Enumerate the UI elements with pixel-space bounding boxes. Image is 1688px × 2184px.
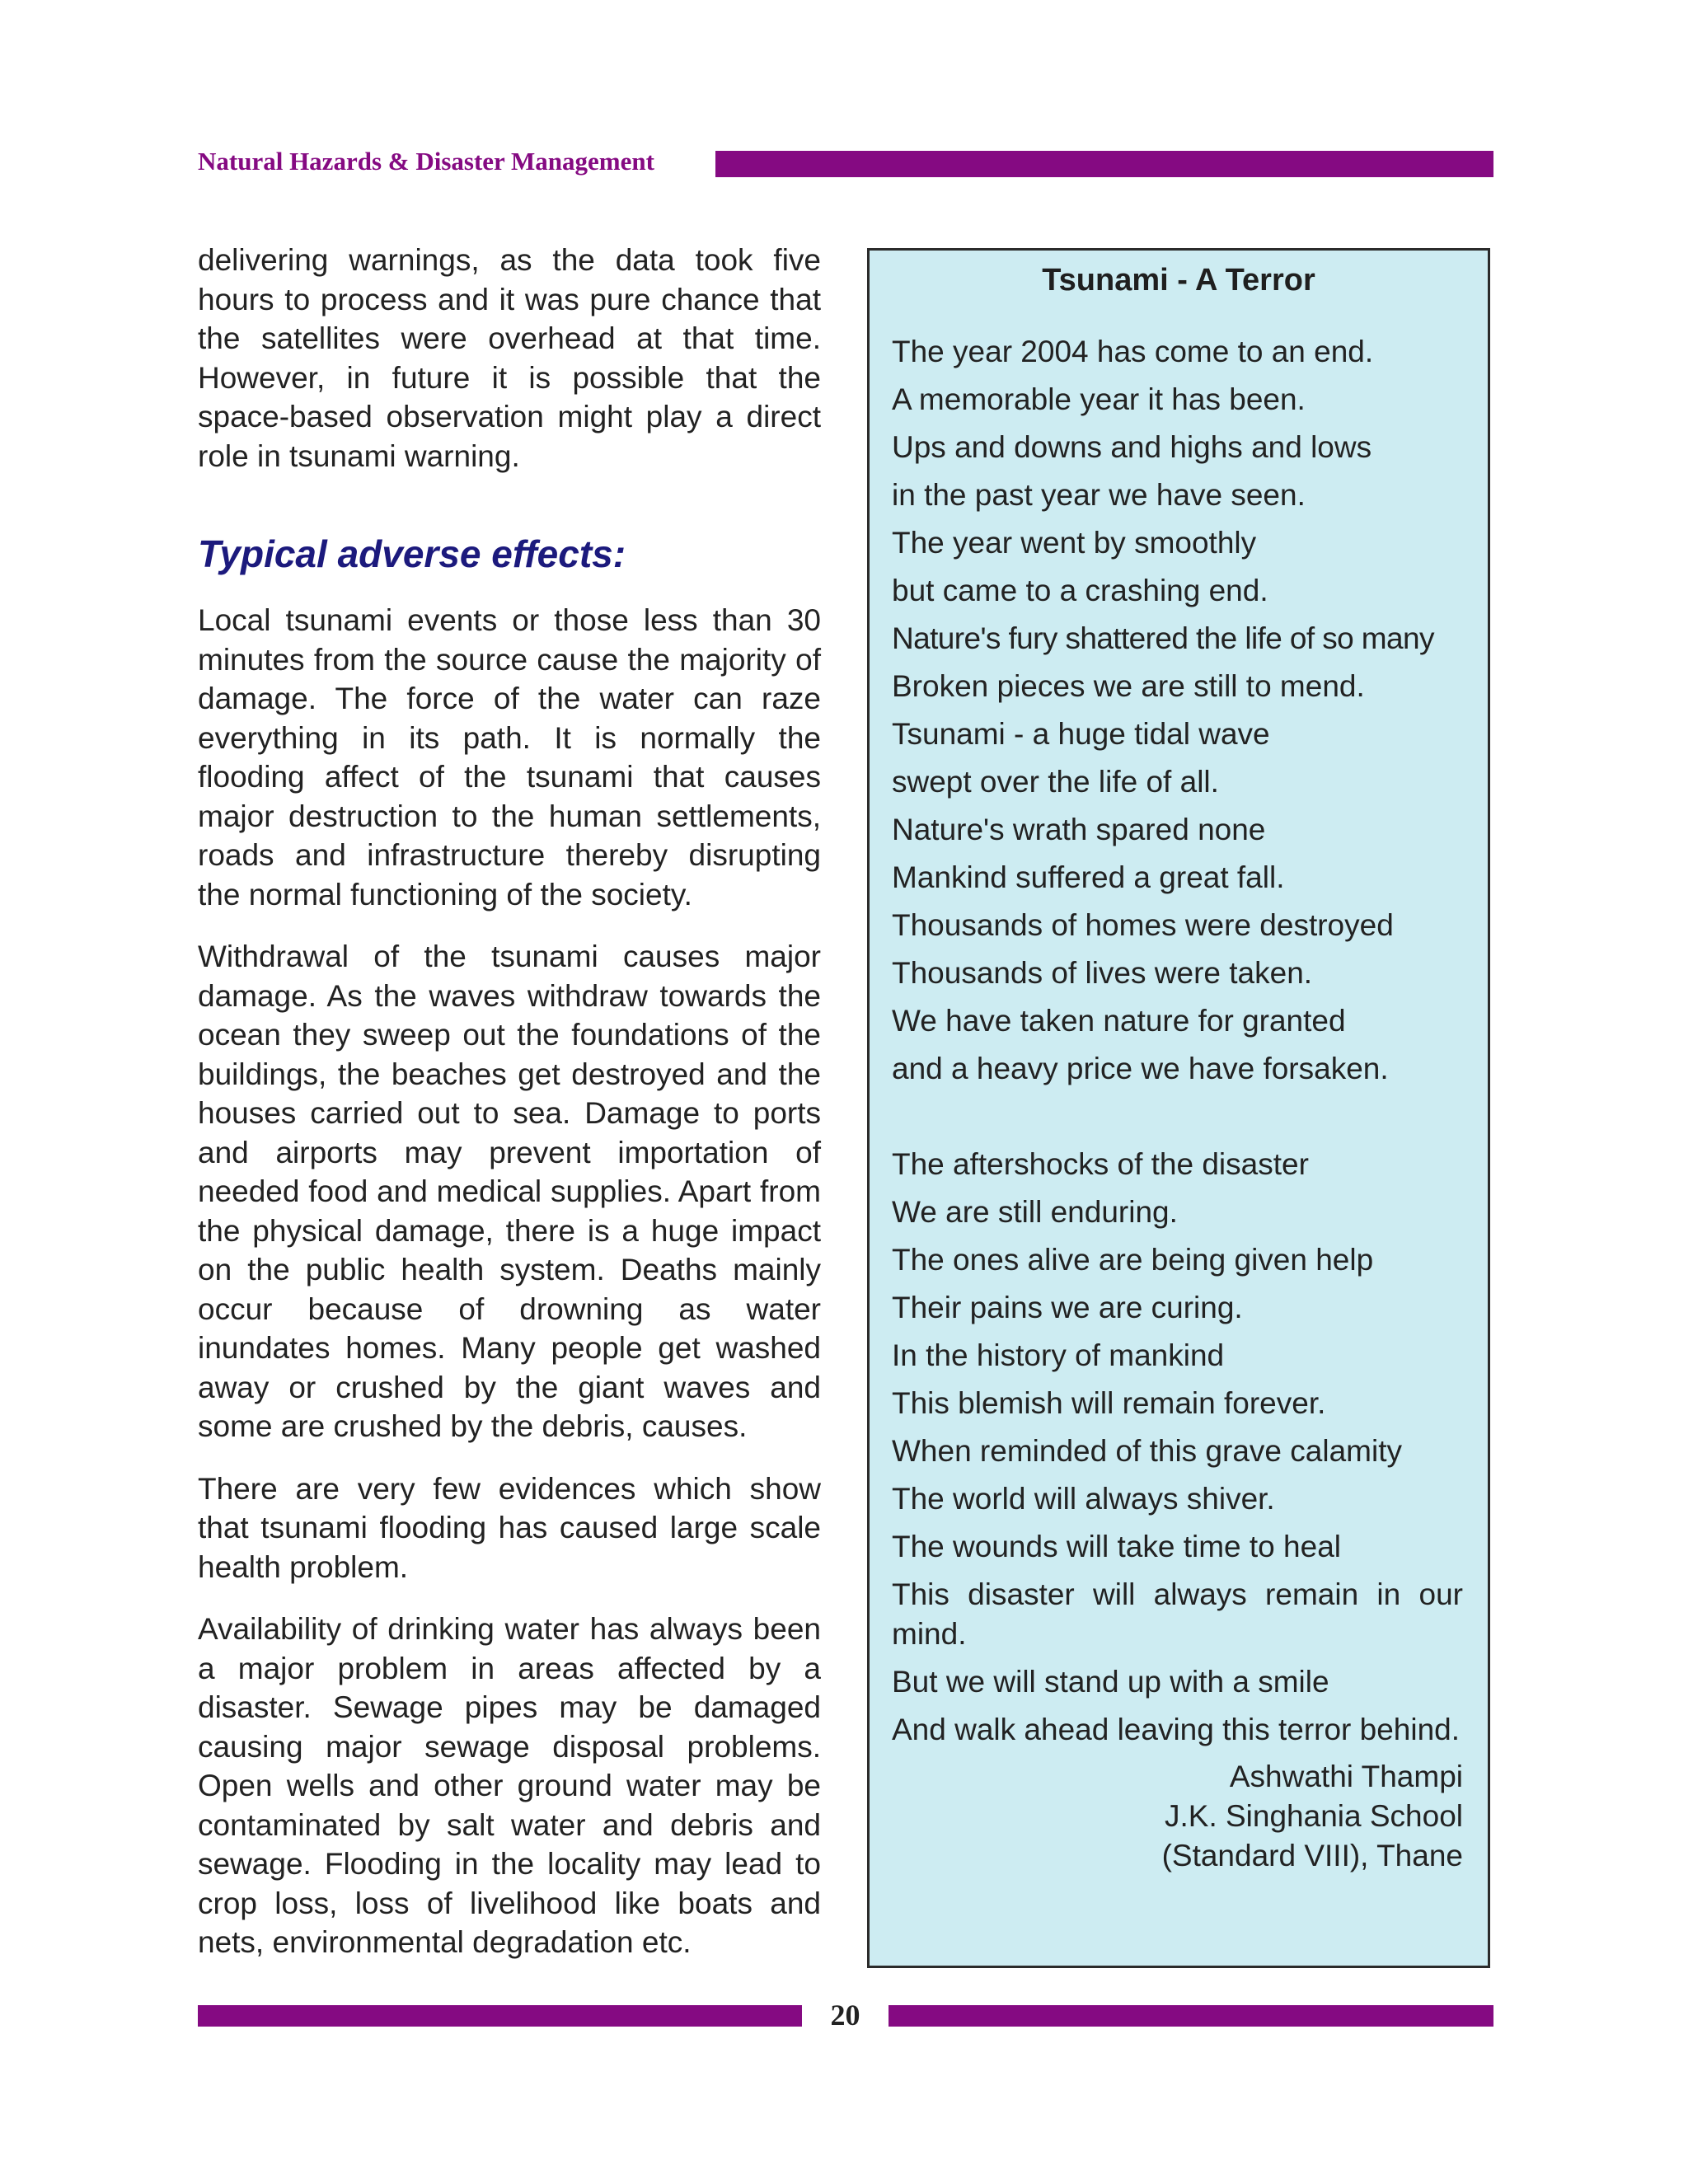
poem-line: This disaster will always remain in our mind. [892, 1577, 1463, 1651]
page-number: 20 [830, 1999, 860, 2032]
poem-line: Thousands of homes were destroyed [892, 908, 1394, 942]
school-name: J.K. Singhania School [1164, 1799, 1463, 1833]
poem-line: in the past year we have seen. [892, 478, 1306, 512]
poem-line: Mankind suffered a great fall. [892, 860, 1285, 894]
running-header-title: Natural Hazards & Disaster Management [198, 147, 654, 176]
poem-box [867, 248, 1490, 1968]
header-rule-bar [715, 151, 1493, 177]
body-paragraph: Withdrawal of the tsunami causes major damage. As the waves withdraw towards the ocean they sweep out the foundations of the buildings, the beaches get destroyed and the houses carried out to sea. Damage to ports and airports may prevent importation of needed food and medical supplies. Apart from the physical damage, there is a huge impact on the public health system. Deaths mainly occur because of drowning as water inundates homes. Many people get washed away or crushed by the giant waves and some are crushed by the debris, causes. [198, 940, 821, 1443]
poem-line: Thousands of lives were taken. [892, 956, 1313, 990]
poem-line: This blemish will remain forever. [892, 1386, 1326, 1420]
poem-credits [892, 1757, 1463, 1876]
poem-line: Nature's fury shattered the life of so many [892, 621, 1434, 655]
stanza-break [892, 1093, 1463, 1141]
poem-line: We have taken nature for granted [892, 1004, 1346, 1038]
footer-rule-right [889, 2005, 1493, 2027]
poem-line: Nature's wrath spared none [892, 813, 1266, 846]
poem-line: Ups and downs and highs and lows [892, 430, 1372, 464]
poem-line: The wounds will take time to heal [892, 1530, 1341, 1563]
poem-line: When reminded of this grave calamity [892, 1434, 1402, 1468]
poem-line: In the history of mankind [892, 1338, 1225, 1372]
poem-line: Broken pieces we are still to mend. [892, 669, 1365, 703]
author-name: Ashwathi Thampi [1229, 1760, 1463, 1793]
poem-line: swept over the life of all. [892, 765, 1219, 799]
poem-line: The year went by smoothly [892, 526, 1257, 560]
intro-paragraph: delivering warnings, as the data took five hours to process and it was pure chance that the satellites were overhead at that time. However, in future it is possible that the space-based observation might play a direct role in tsunami warning. [198, 243, 821, 473]
poem-title: Tsunami - A Terror [1042, 263, 1315, 298]
poem-line: The year 2004 has come to an end. [892, 335, 1374, 368]
left-column [198, 241, 821, 1962]
poem-line: We are still enduring. [892, 1195, 1178, 1229]
poem-line: A memorable year it has been. [892, 382, 1306, 416]
poem-line: And walk ahead leaving this terror behind. [892, 1713, 1461, 1746]
poem-line: But we will stand up with a smile [892, 1665, 1329, 1699]
body-paragraph: Local tsunami events or those less than 30 minutes from the source cause the majority of damage. The force of the water can raze everything in its path. It is normally the flooding affect of the tsunami that causes major destruction to the human settlements, roads and infrastructure thereby disrupting the normal functioning of the society. [198, 603, 821, 912]
poem-line: The world will always shiver. [892, 1482, 1275, 1516]
poem-line: and a heavy price we have forsaken. [892, 1052, 1389, 1085]
poem-lines [892, 251, 1463, 1876]
poem-line: but came to a crashing end. [892, 574, 1268, 607]
poem-line: The aftershocks of the disaster [892, 1147, 1309, 1181]
body-paragraph: There are very few evidences which show that tsunami flooding has caused large scale health problem. [198, 1471, 821, 1584]
poem-line: Their pains we are curing. [892, 1291, 1243, 1324]
author-standard: (Standard VIII), Thane [1161, 1839, 1463, 1872]
page-header [198, 145, 1493, 181]
poem-line: The ones alive are being given help [892, 1243, 1374, 1277]
body-paragraph: Availability of drinking water has always been a major problem in areas affected by a disaster. Sewage pipes may be damaged causing major sewage disposal problems. Open wells and other ground water may be contaminated by salt water and debris and sewage. Flooding in the locality may lead to crop loss, loss of livelihood like boats and nets, environmental degradation etc. [198, 1612, 821, 1959]
poem-line: Tsunami - a huge tidal wave [892, 717, 1270, 751]
footer-rule-left [198, 2005, 802, 2027]
section-heading: Typical adverse effects: [198, 532, 626, 575]
